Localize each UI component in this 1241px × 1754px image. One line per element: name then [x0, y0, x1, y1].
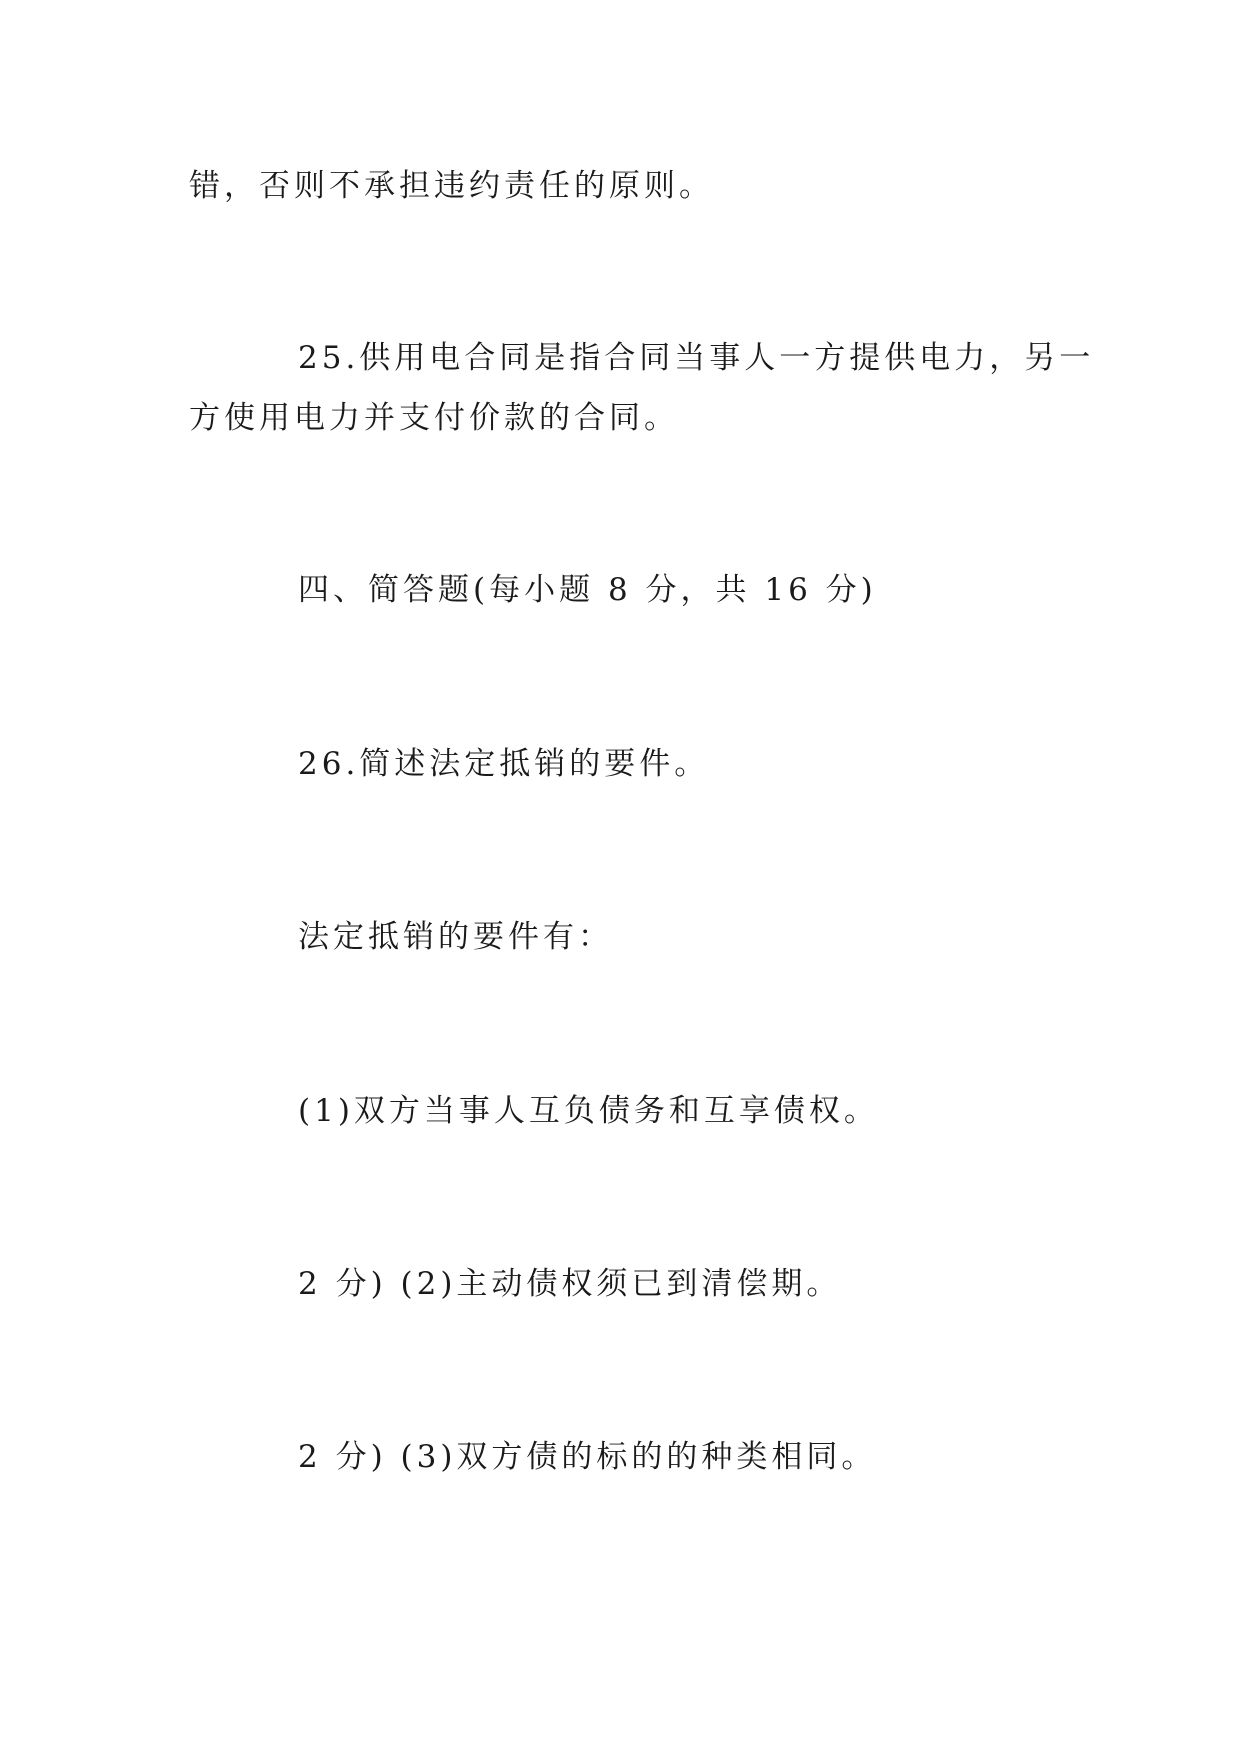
answer-intro: 法定抵销的要件有：: [298, 919, 613, 955]
question-26: 26.简述法定抵销的要件。: [298, 746, 710, 782]
paragraph-line-continuation: 错，否则不承担违约责任的原则。: [189, 168, 714, 204]
answer-item-3: 2 分) (3)双方债的标的的种类相同。: [298, 1439, 877, 1475]
answer-item-1: (1)双方当事人互负债务和互享债权。: [298, 1093, 879, 1129]
answer-item-2: 2 分) (2)主动债权须已到清偿期。: [298, 1266, 842, 1302]
section-heading-short-answer: 四、简答题(每小题 8 分，共 16 分): [298, 572, 877, 608]
question-25-line-2: 方使用电力并支付价款的合同。: [189, 400, 679, 436]
question-25-line-1: 25.供用电合同是指合同当事人一方提供电力，另一: [298, 340, 1095, 376]
